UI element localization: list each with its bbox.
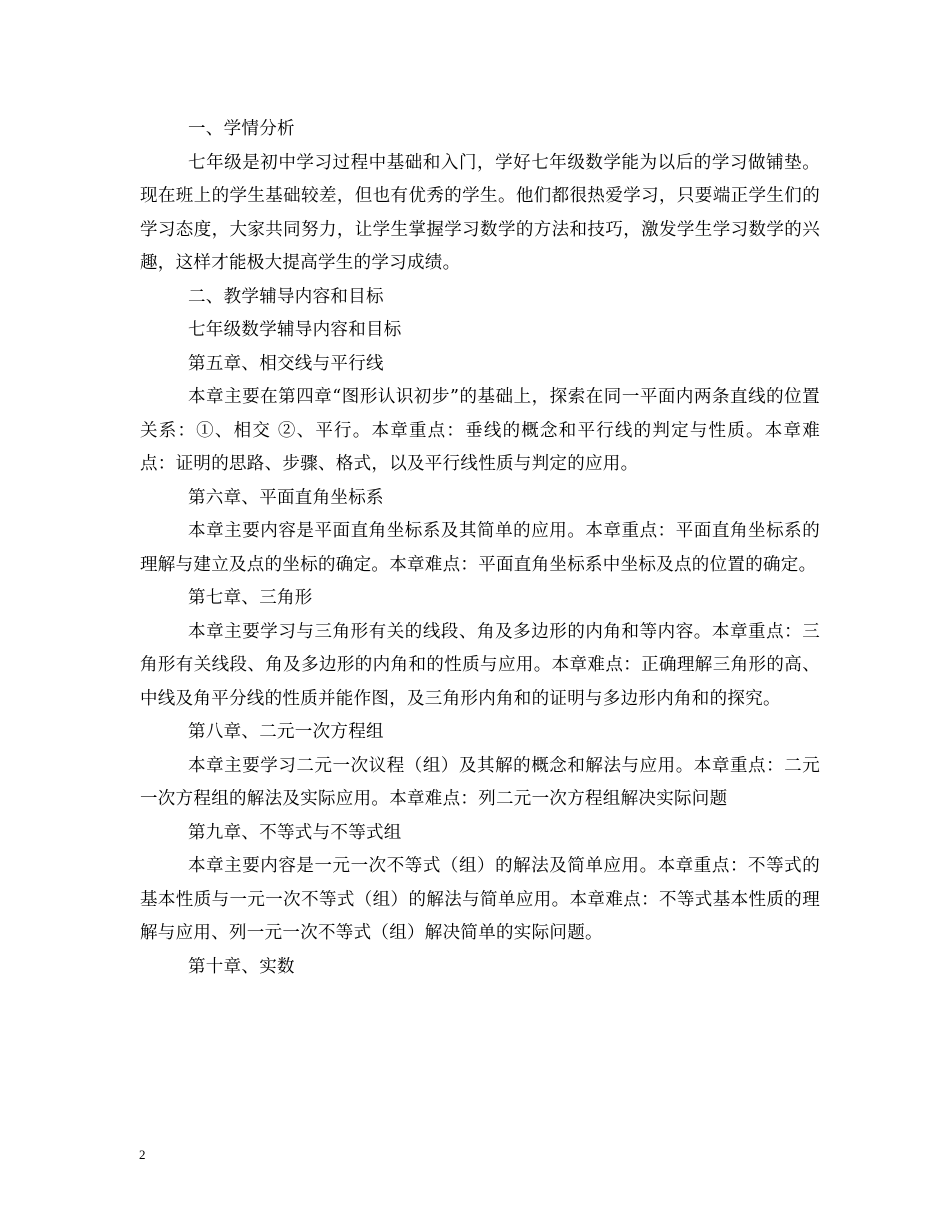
page-number: 2 [139, 1147, 146, 1162]
section-heading-content-goals: 二、教学辅导内容和目标 [188, 286, 384, 307]
document-body [140, 113, 820, 984]
chapter-heading-6: 第六章、平面直角坐标系 [188, 487, 384, 508]
paragraph-analysis: 七年级是初中学习过程中基础和入门，学好七年级数学能为以后的学习做铺垫。现在班上的学生基础较差，但也有优秀的学生。他们都很热爱学习，只要端正学生们的学习态度，大家共同努力，让学生掌握学习数学的方法和技巧，激发学生学习数学的兴趣，这样才能极大提高学生的学习成绩。 [140, 152, 820, 273]
chapter-heading-8: 第八章、二元一次方程组 [188, 722, 384, 742]
chapter-paragraph-7: 本章主要学习与三角形有关的线段、角及多边形的内角和等内容。本章重点：三角形有关线段、角及多边形的内角和的性质与应用。本章难点：正确理解三角形的高、中线及角平分线的性质并能作图，及三角形内角和的证明与多边形内角和的探究。 [140, 621, 820, 709]
chapter-paragraph-9: 本章主要内容是一元一次不等式（组）的解法及简单应用。本章重点：不等式的基本性质与一元一次不等式（组）的解法与简单应用。本章难点：不等式基本性质的理解与应用、列一元一次不等式（组）解决简单的实际问题。 [140, 856, 820, 943]
chapter-heading-5: 第五章、相交线与平行线 [188, 353, 384, 374]
chapter-paragraph-8: 本章主要学习二元一次议程（组）及其解的概念和解法与应用。本章重点：二元一次方程组的解法及实际应用。本章难点：列二元一次方程组解决实际问题 [140, 755, 820, 809]
chapter-paragraph-5: 本章主要在第四章“图形认识初步”的基础上，探索在同一平面内两条直线的位置关系：①、相交 ②、平行。本章重点：垂线的概念和平行线的判定与性质。本章难点：证明的思路、步骤、格式，以及平行线性质与判定的应用。 [140, 387, 820, 474]
subheading-grade7-goals: 七年级数学辅导内容和目标 [188, 320, 402, 340]
chapter-heading-10: 第十章、实数 [188, 956, 295, 977]
chapter-heading-7: 第七章、三角形 [188, 588, 313, 608]
chapter-paragraph-6: 本章主要内容是平面直角坐标系及其简单的应用。本章重点：平面直角坐标系的理解与建立及点的坐标的确定。本章难点：平面直角坐标系中坐标及点的位置的确定。 [140, 521, 820, 575]
section-heading-analysis: 一、学情分析 [188, 119, 295, 139]
chapter-heading-9: 第九章、不等式与不等式组 [188, 822, 402, 843]
